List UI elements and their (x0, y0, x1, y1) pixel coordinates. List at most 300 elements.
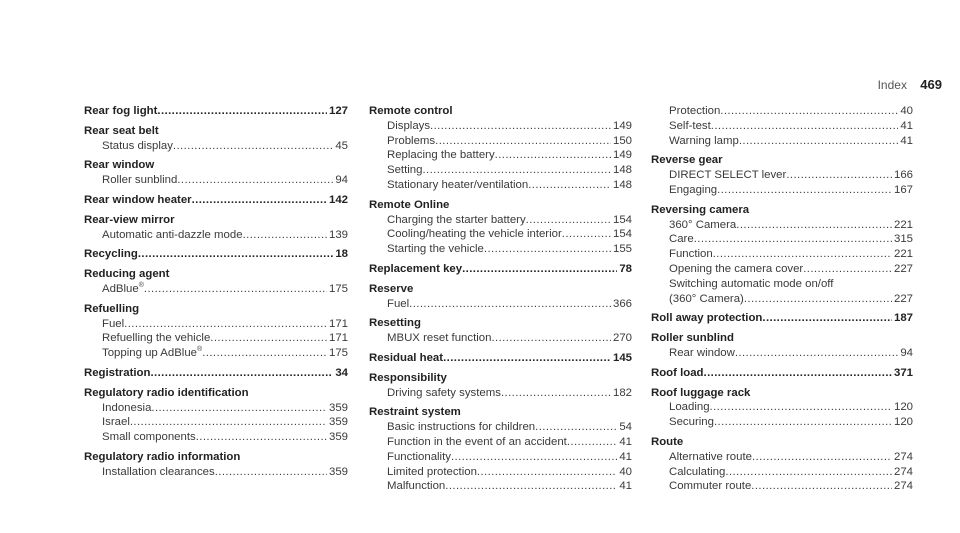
entry-label (669, 400, 710, 415)
index-subentry (651, 346, 913, 361)
index-subentry (369, 163, 632, 178)
entry-label-text: Setting (387, 164, 423, 177)
entry-label (651, 366, 704, 381)
dot-leader (150, 366, 333, 381)
page-reference[interactable]: 41 (619, 450, 632, 463)
registered-mark: ® (138, 282, 144, 290)
entry-label (387, 465, 477, 480)
page-reference[interactable]: 359 (328, 401, 348, 414)
dot-leader (484, 242, 611, 257)
page-reference[interactable]: 359 (328, 416, 348, 429)
entry-label-text: Reversing camera (651, 203, 750, 216)
index-subentry (369, 450, 632, 465)
index-subentry (651, 450, 913, 465)
index-entry (84, 247, 348, 262)
entry-label-text: Roof luggage rack (651, 386, 751, 399)
dot-leader (177, 173, 333, 188)
entry-label (102, 228, 243, 243)
page-reference[interactable]: 142 (328, 193, 348, 206)
page-reference[interactable]: 78 (619, 262, 632, 275)
entry-label-text: Replacement key (369, 262, 463, 275)
entry-label-text: Remote control (369, 105, 453, 117)
entry-label-text: Refuelling the vehicle (102, 332, 211, 345)
page-reference[interactable]: 274 (893, 465, 913, 478)
entry-label-text: Rear-view mirror (84, 213, 175, 226)
entry-label (84, 366, 150, 381)
entry-label (669, 134, 739, 149)
entry-label-text: Opening the camera cover (669, 262, 804, 275)
entry-label (387, 227, 562, 242)
dot-leader (725, 465, 892, 480)
dot-leader (528, 178, 611, 193)
entry-label (84, 124, 159, 139)
page-reference[interactable]: 40 (900, 105, 913, 117)
entry-label-text: Stationary heater/ventilation (387, 178, 529, 191)
entry-label (387, 420, 535, 435)
page-reference[interactable]: 94 (900, 346, 913, 359)
index-subentry (84, 430, 348, 445)
entry-label-text: Fuel (387, 297, 410, 310)
index-entry (84, 386, 348, 401)
entry-label-text: Starting the vehicle (387, 243, 484, 256)
entry-label (669, 415, 714, 430)
entry-label (102, 415, 130, 430)
entry-label (651, 435, 683, 450)
entry-label-text: Recycling (84, 248, 138, 261)
entry-label (669, 218, 736, 233)
index-entry (84, 267, 348, 282)
page-reference[interactable]: 270 (612, 332, 632, 345)
entry-label-text: Responsibility (369, 371, 447, 384)
entry-label-text: Basic instructions for children (387, 421, 536, 434)
entry-label-text: Automatic anti-dazzle mode (102, 228, 243, 241)
entry-label-text: Functionality (387, 450, 451, 463)
entry-label-text: Driving safety systems (387, 386, 501, 399)
index-entry (84, 213, 348, 228)
index-subentry (369, 465, 632, 480)
index-entry (84, 193, 348, 208)
entry-label-text: Rear window heater (84, 193, 192, 206)
index-entry (369, 104, 632, 119)
page-reference[interactable]: 40 (619, 465, 632, 478)
entry-label-text: Engaging (669, 183, 718, 196)
index-subentry (369, 178, 632, 193)
entry-label (369, 351, 443, 366)
index-entry (369, 316, 632, 331)
entry-label-text: Regulatory radio information (84, 450, 241, 463)
header-title: Index (877, 78, 907, 92)
entry-label (84, 267, 169, 282)
dot-leader (124, 317, 327, 332)
page-reference[interactable]: 149 (612, 149, 632, 162)
index-subentry (369, 119, 632, 134)
dot-leader (751, 479, 892, 494)
entry-label-text: Replacing the battery (387, 149, 495, 162)
index-subentry (651, 262, 913, 277)
dot-leader (451, 450, 617, 465)
dot-leader (130, 415, 327, 430)
page-reference[interactable]: 359 (328, 465, 348, 478)
entry-label-text: Calculating (669, 465, 726, 478)
dot-leader (243, 228, 327, 243)
entry-label-text: Alternative route (669, 450, 752, 463)
entry-label-text: Route (651, 435, 684, 448)
entry-label-text: Fuel (102, 317, 125, 330)
entry-label-text: Reverse gear (651, 154, 723, 167)
entry-label (369, 405, 461, 420)
entry-label-text: Reducing agent (84, 268, 170, 281)
entry-label-text: Israel (102, 416, 130, 429)
entry-label-text: Indonesia (102, 401, 152, 414)
page-reference[interactable]: 54 (619, 421, 632, 434)
entry-label-text: MBUX reset function (387, 332, 492, 345)
page-reference[interactable]: 94 (335, 174, 348, 187)
page-reference[interactable]: 175 (328, 282, 348, 295)
page-reference[interactable]: 41 (900, 119, 913, 132)
entry-label (84, 104, 157, 119)
entry-label (387, 297, 409, 312)
index-subentry (651, 119, 913, 134)
dot-leader (717, 183, 892, 198)
index-entry (369, 198, 632, 213)
page-reference[interactable]: 182 (612, 386, 632, 399)
page-reference[interactable]: 221 (893, 218, 913, 231)
index-entry (369, 351, 632, 366)
index-entry (369, 371, 632, 386)
index-subentry (369, 479, 632, 494)
entry-label (102, 173, 177, 188)
index-entry (651, 366, 913, 381)
dot-leader (744, 292, 892, 307)
dot-leader (477, 465, 617, 480)
dot-leader (151, 401, 327, 416)
page-reference[interactable]: 41 (619, 435, 632, 448)
index-column-3 (651, 104, 913, 494)
index-entry (84, 158, 348, 173)
dot-leader (495, 148, 611, 163)
index-subentry (369, 297, 632, 312)
dot-leader (430, 119, 611, 134)
entry-label (369, 262, 462, 277)
dot-leader (711, 119, 899, 134)
page-reference[interactable]: 45 (335, 139, 348, 152)
entry-label (387, 178, 528, 193)
index-entry (84, 124, 348, 139)
page-reference[interactable]: 359 (328, 431, 348, 444)
entry-label (387, 435, 567, 450)
index-entry (84, 104, 348, 119)
index-subentry (84, 401, 348, 416)
entry-label-text: Roof load (651, 366, 704, 379)
page-reference[interactable]: 366 (612, 297, 632, 310)
dot-leader (443, 351, 611, 366)
entry-label-text: Rear window (84, 159, 155, 172)
dot-leader (786, 168, 892, 183)
index-subentry (651, 168, 913, 183)
entry-label-text: Rear fog light (84, 105, 158, 117)
entry-label-text: Roller sunblind (102, 174, 178, 187)
entry-label (669, 183, 717, 198)
dot-leader (445, 479, 617, 494)
index-subentry (84, 282, 348, 297)
page-reference[interactable]: 145 (612, 351, 632, 364)
page-reference[interactable]: 120 (893, 401, 913, 414)
index-entry (651, 203, 913, 218)
index-subentry (84, 228, 348, 243)
index-subentry (651, 292, 913, 307)
entry-label (387, 134, 435, 149)
page-reference[interactable]: 175 (328, 347, 348, 360)
dot-leader (710, 400, 892, 415)
entry-label (387, 242, 484, 257)
entry-label-text: Rear seat belt (84, 124, 159, 137)
index-subentry (651, 400, 913, 415)
dot-leader (501, 386, 611, 401)
entry-label (369, 371, 447, 386)
dot-leader (735, 346, 898, 361)
entry-label-text: AdBlue (102, 282, 139, 295)
entry-label-text: Installation clearances (102, 465, 215, 478)
entry-label-text: Displays (387, 119, 431, 132)
index-entry (651, 386, 913, 401)
dot-leader (526, 213, 611, 228)
index-entry (369, 282, 632, 297)
index-subentry (651, 415, 913, 430)
index-entry (651, 311, 913, 326)
page-reference[interactable]: 154 (612, 228, 632, 241)
entry-label (84, 302, 139, 317)
dot-leader (462, 262, 617, 277)
entry-label-text: Self-test (669, 119, 711, 132)
index-column-2 (369, 104, 632, 494)
index-subentry (369, 435, 632, 450)
index-subentry (369, 331, 632, 346)
dot-leader (409, 297, 611, 312)
index-subentry (84, 465, 348, 480)
index-subentry (369, 386, 632, 401)
entry-label (369, 316, 421, 331)
page-reference[interactable]: 150 (612, 134, 632, 147)
entry-label (669, 119, 711, 134)
page-reference[interactable]: 34 (335, 366, 348, 379)
entry-label (387, 148, 495, 163)
entry-label (651, 311, 762, 326)
page-reference[interactable]: 187 (893, 312, 913, 325)
entry-label (651, 203, 749, 218)
page-reference[interactable]: 154 (612, 213, 632, 226)
entry-label (669, 479, 751, 494)
page-reference[interactable]: 41 (619, 480, 632, 493)
page-reference[interactable]: 155 (612, 243, 632, 256)
index-subentry (651, 134, 913, 149)
entry-label-text: 360° Camera (669, 218, 737, 231)
page-reference[interactable]: 148 (612, 178, 632, 191)
entry-label-text: (360° Camera) (669, 292, 744, 305)
entry-label (84, 213, 175, 228)
index-subentry (651, 479, 913, 494)
index-subentry (84, 173, 348, 188)
index-column-1 (84, 104, 348, 480)
entry-label (669, 292, 744, 307)
entry-label-text: DIRECT SELECT lever (669, 169, 787, 182)
entry-label (387, 479, 445, 494)
entry-label-text: Reserve (369, 282, 414, 295)
entry-label-text: Function (669, 248, 713, 261)
dot-leader (694, 232, 892, 247)
entry-label-text: Small components (102, 431, 196, 444)
dot-leader (714, 415, 892, 430)
dot-leader (210, 331, 327, 346)
registered-mark: ® (197, 346, 203, 354)
index-subentry (651, 218, 913, 233)
index-subentry (369, 420, 632, 435)
page-reference[interactable]: 227 (893, 292, 913, 305)
dot-leader (491, 331, 611, 346)
entry-label (102, 346, 202, 361)
page-reference[interactable]: 41 (900, 134, 913, 147)
dot-leader (736, 218, 892, 233)
index-entry (651, 435, 913, 450)
page-reference[interactable]: 127 (328, 105, 348, 117)
entry-label-text: Refuelling (84, 302, 140, 315)
entry-label (84, 158, 154, 173)
entry-label (102, 282, 144, 297)
dot-leader (202, 346, 327, 361)
entry-label-text: Rear window (669, 346, 735, 359)
entry-label-text: Function in the event of an accident (387, 435, 567, 448)
dot-leader (157, 104, 327, 119)
entry-label-text: Loading (669, 401, 710, 414)
entry-label (669, 346, 735, 361)
index-entry (84, 450, 348, 465)
index-entry (369, 405, 632, 420)
entry-label (369, 198, 449, 213)
entry-label-text: Securing (669, 416, 714, 429)
dot-leader (192, 193, 327, 208)
entry-label-text: Restraint system (369, 406, 461, 419)
page-reference[interactable]: 274 (893, 450, 913, 463)
page-reference[interactable]: 149 (612, 119, 632, 132)
entry-label-text: Regulatory radio identification (84, 386, 249, 399)
index-subentry (84, 346, 348, 361)
page-reference[interactable]: 148 (612, 164, 632, 177)
entry-label (669, 450, 752, 465)
page-reference[interactable]: 166 (893, 169, 913, 182)
entry-label-text: Roller sunblind (651, 332, 734, 345)
entry-label (387, 213, 526, 228)
dot-leader (704, 366, 892, 381)
page-reference[interactable]: 120 (893, 416, 913, 429)
entry-label-text: Care (669, 233, 694, 246)
entry-label-text: Roll away protection (651, 312, 763, 325)
entry-label (102, 430, 196, 445)
dot-leader (422, 163, 611, 178)
entry-label (102, 139, 173, 154)
page-reference[interactable]: 227 (893, 262, 913, 275)
page-reference[interactable]: 171 (328, 332, 348, 345)
page-header (878, 77, 942, 92)
entry-label (651, 331, 734, 346)
index-subentry (651, 232, 913, 247)
dot-leader (435, 134, 611, 149)
index-subentry (369, 242, 632, 257)
index-subentry (651, 104, 913, 119)
entry-label (387, 331, 491, 346)
entry-label-text: Limited protection (387, 465, 477, 478)
index-subentry (651, 247, 913, 262)
index-entry (84, 366, 348, 381)
index-subentry (369, 227, 632, 242)
entry-label (669, 247, 713, 262)
entry-label (102, 465, 215, 480)
entry-label-text: Cooling/heating the vehicle interior (387, 228, 562, 241)
entry-label (651, 386, 750, 401)
index-subentry (369, 134, 632, 149)
page-reference[interactable]: 274 (893, 480, 913, 493)
entry-label-text: Registration (84, 366, 151, 379)
entry-label-text: Protection (669, 105, 721, 117)
entry-label (669, 104, 720, 119)
dot-leader (803, 262, 892, 277)
entry-label-text: Commuter route (669, 480, 752, 493)
dot-leader (144, 282, 327, 297)
index-subentry (84, 139, 348, 154)
entry-label (387, 163, 422, 178)
index-subentry: Switching automatic mode on/off (669, 277, 834, 290)
entry-label-text: Topping up AdBlue (102, 347, 198, 360)
entry-label (669, 262, 803, 277)
page-reference[interactable]: 18 (335, 248, 348, 261)
entry-label (84, 450, 240, 465)
index-entry (84, 302, 348, 317)
entry-label (102, 317, 124, 332)
index-subentry (369, 213, 632, 228)
page-number: 469 (920, 77, 942, 92)
entry-label (84, 247, 138, 262)
index-subentry (651, 183, 913, 198)
index-subentry (84, 331, 348, 346)
entry-label (369, 104, 453, 119)
entry-label-text: Problems (387, 134, 436, 147)
dot-leader (720, 104, 898, 119)
page-reference[interactable]: 315 (893, 233, 913, 246)
dot-leader (196, 430, 327, 445)
entry-label-text: Resetting (369, 317, 421, 330)
index-entry (651, 331, 913, 346)
entry-label (651, 153, 723, 168)
page-reference[interactable]: 171 (328, 317, 348, 330)
entry-label (102, 331, 210, 346)
entry-label (387, 386, 501, 401)
entry-label (84, 386, 249, 401)
index-subentry (84, 317, 348, 332)
entry-label (669, 168, 786, 183)
dot-leader (739, 134, 898, 149)
entry-label (369, 282, 413, 297)
index-entry (651, 153, 913, 168)
entry-label-text: Status display (102, 139, 173, 152)
dot-leader (562, 227, 611, 242)
index-subentry (84, 415, 348, 430)
page-reference[interactable]: 139 (328, 228, 348, 241)
entry-label (387, 119, 430, 134)
page-reference[interactable]: 221 (893, 248, 913, 261)
entry-label-text: Warning lamp (669, 134, 739, 147)
page-reference[interactable]: 371 (893, 366, 913, 379)
page-reference[interactable]: 167 (893, 183, 913, 196)
dot-leader (713, 247, 892, 262)
dot-leader (752, 450, 892, 465)
